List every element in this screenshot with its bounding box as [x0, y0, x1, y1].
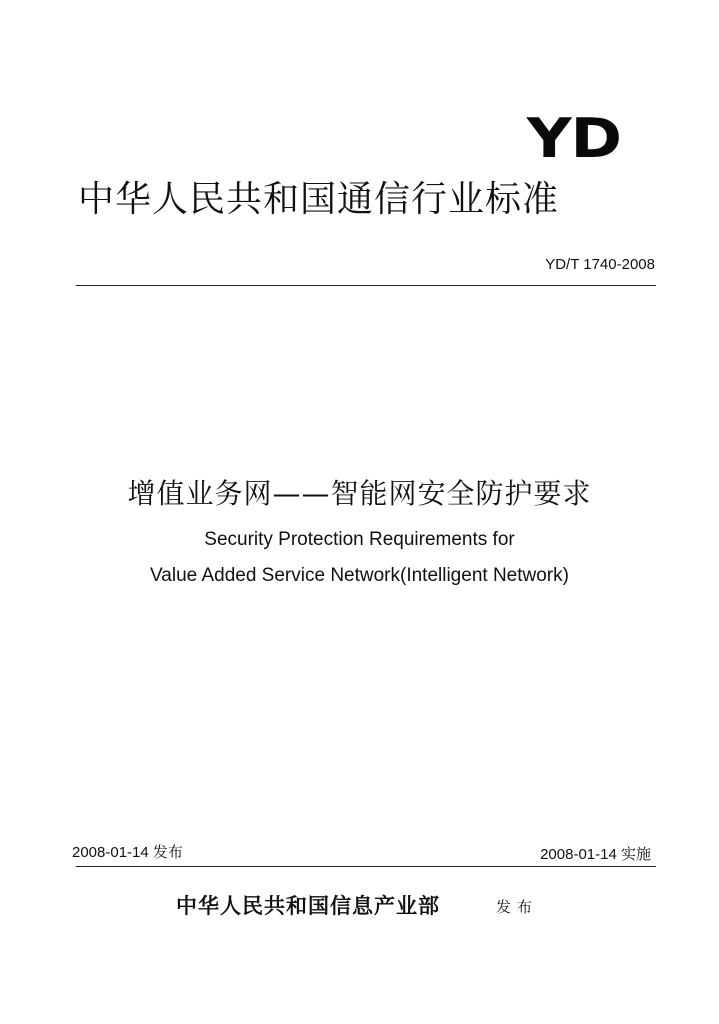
publisher-action: 发布: [496, 898, 539, 916]
standard-number: YD/T 1740-2008: [545, 256, 655, 273]
publisher-name: 中华人民共和国信息产业部: [176, 893, 440, 918]
footer-divider: [76, 866, 656, 867]
standard-category-title: 中华人民共和国通信行业标准: [78, 179, 560, 220]
publish-date: 2008-01-14 发布: [72, 844, 183, 861]
yd-logo: YD: [526, 107, 621, 170]
document-title-chinese: 增值业务网——智能网安全防护要求: [127, 477, 592, 510]
header-divider: [76, 285, 656, 286]
document-title-english-line-2: Value Added Service Network(Intelligent Network): [150, 565, 569, 586]
document-title-english-line-1: Security Protection Requirements for: [204, 529, 515, 550]
effective-date: 2008-01-14 实施: [540, 846, 651, 863]
